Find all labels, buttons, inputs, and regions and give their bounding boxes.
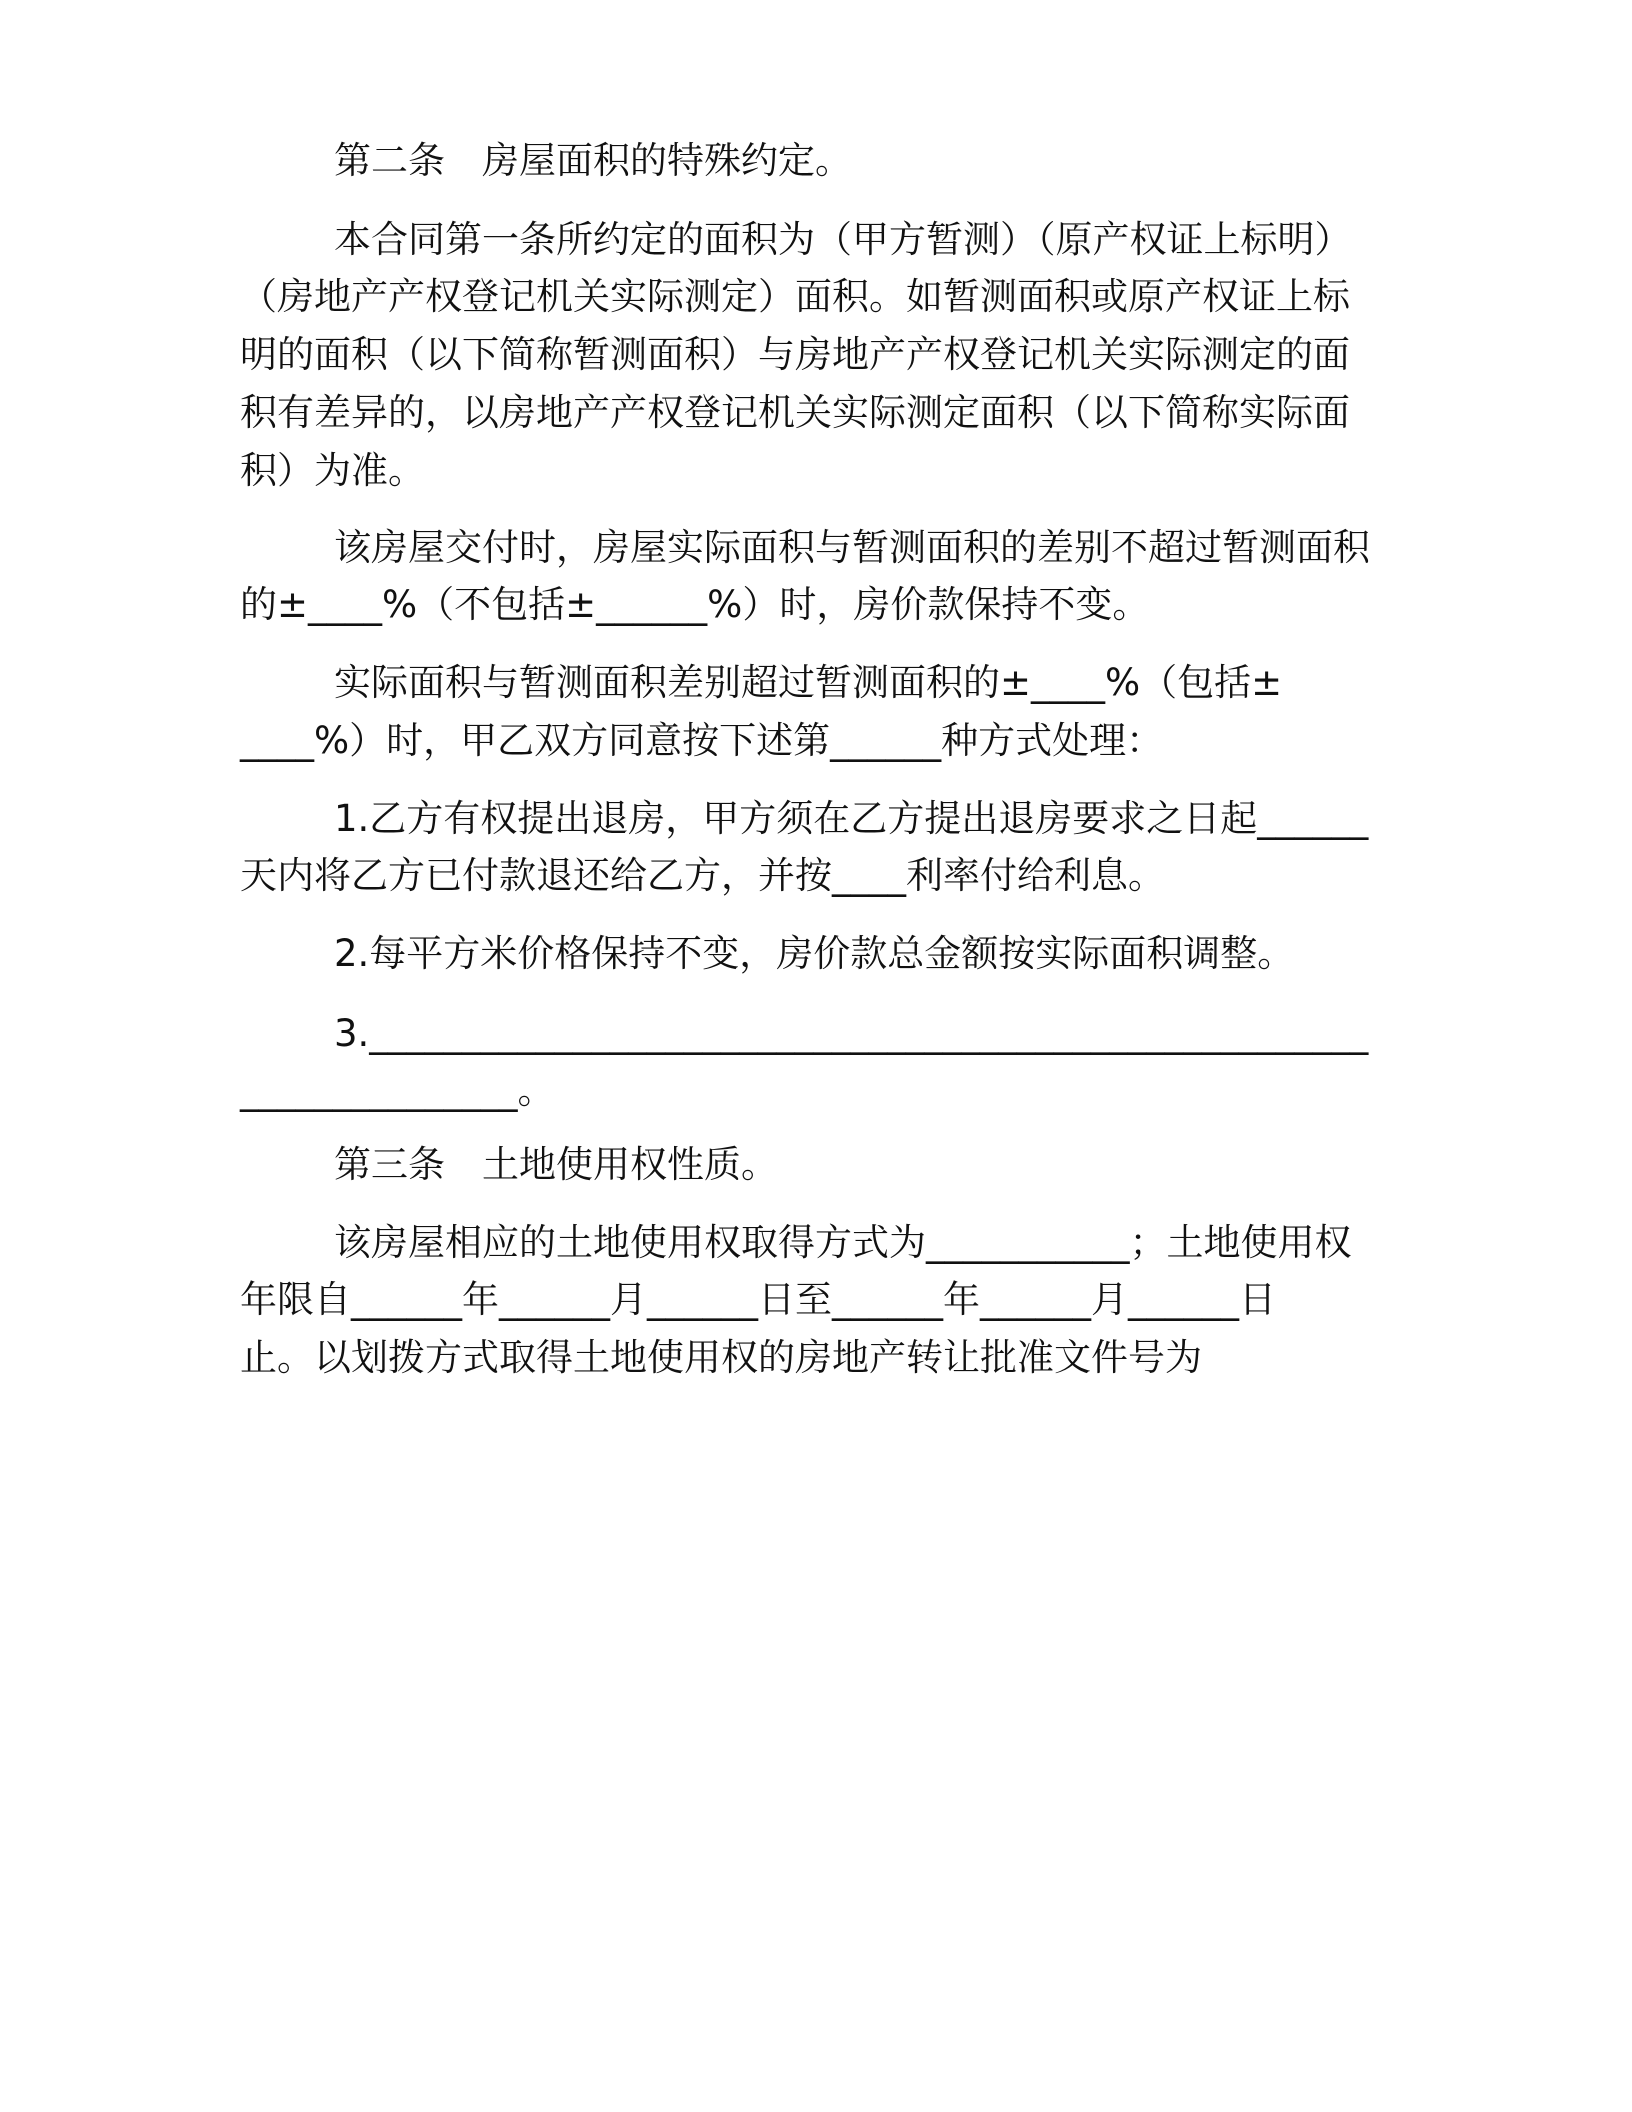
paragraph-line: ____%）时，甲乙双方同意按下述第______种方式处理： — [240, 719, 1164, 762]
paragraph-line: 积有差异的，以房地产产权登记机关实际测定面积（以下简称实际面 — [240, 391, 1350, 434]
article-2-heading: 第二条 房屋面积的特殊约定。 — [334, 139, 852, 182]
option-2-line: 2.每平方米价格保持不变，房价款总金额按实际面积调整。 — [334, 932, 1295, 975]
paragraph-line: 的±____%（不包括±______%）时，房价款保持不变。 — [240, 583, 1150, 626]
option-1-line: 1.乙方有权提出退房，甲方须在乙方提出退房要求之日起______ — [334, 797, 1369, 840]
paragraph-line: 止。以划拨方式取得土地使用权的房地产转让批准文件号为 — [240, 1336, 1202, 1379]
option-3-line: 3.______________________________________________________ — [334, 1012, 1369, 1055]
paragraph-line: 该房屋相应的土地使用权取得方式为___________；土地使用权 — [334, 1221, 1352, 1264]
paragraph-line: （房地产产权登记机关实际测定）面积。如暂测面积或原产权证上标 — [240, 275, 1350, 318]
option-3-line: _______________。 — [240, 1069, 555, 1112]
paragraph-line: 本合同第一条所约定的面积为（甲方暂测）（原产权证上标明） — [334, 218, 1352, 261]
paragraph-line: 积）为准。 — [240, 449, 425, 492]
option-1-line: 天内将乙方已付款退还给乙方，并按____利率付给利息。 — [240, 854, 1165, 897]
paragraph-line: 年限自______年______月______日至______年______月______日 — [240, 1278, 1276, 1321]
paragraph-line: 明的面积（以下简称暂测面积）与房地产产权登记机关实际测定的面 — [240, 333, 1350, 376]
article-3-heading: 第三条 土地使用权性质。 — [334, 1143, 778, 1186]
paragraph-line: 实际面积与暂测面积差别超过暂测面积的±____%（包括± — [334, 661, 1283, 704]
paragraph-line: 该房屋交付时，房屋实际面积与暂测面积的差别不超过暂测面积 — [334, 526, 1370, 569]
